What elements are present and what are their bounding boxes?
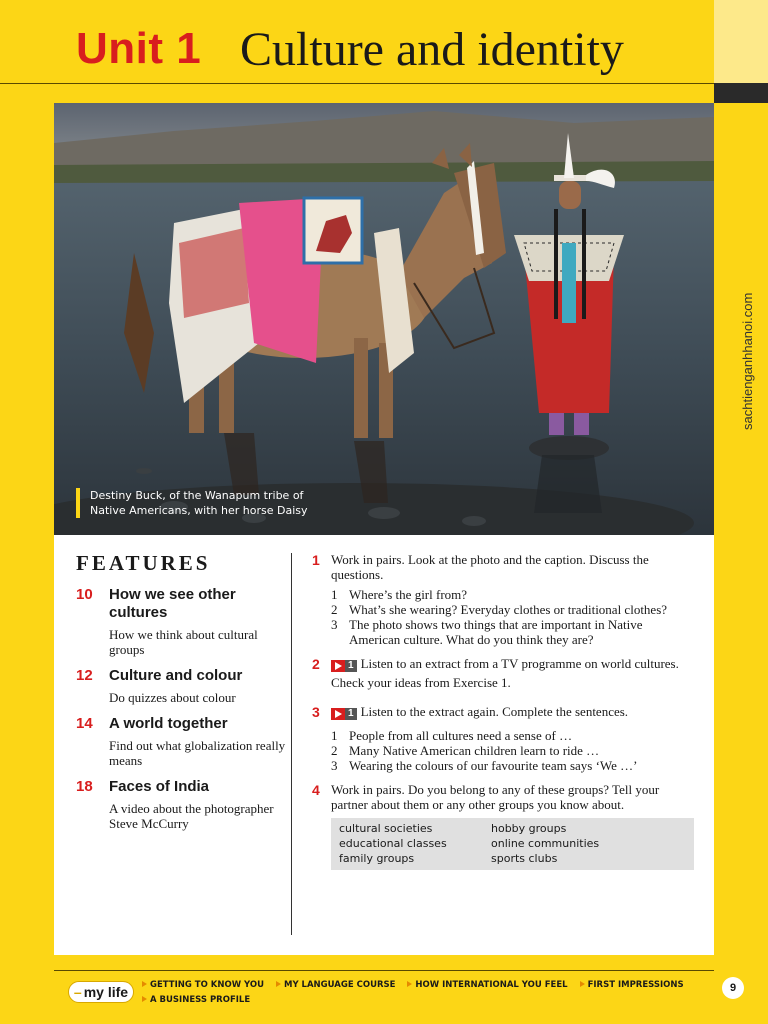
topic-item[interactable]	[142, 978, 264, 993]
question-number: 2	[331, 743, 338, 758]
feature-description: A video about the photographer Steve McCurry	[109, 801, 274, 831]
exercise-4	[312, 782, 694, 870]
triangle-right-icon	[407, 981, 412, 987]
topic-item[interactable]	[580, 978, 684, 993]
my-life-badge	[68, 981, 134, 1003]
feature-title: Culture and colour	[109, 667, 243, 684]
exercise-2	[312, 656, 694, 695]
side-url: sachtienganhhanoi.com	[740, 292, 755, 430]
audio-play-icon[interactable]	[331, 708, 357, 723]
topic-item[interactable]	[276, 978, 395, 993]
footer-rule	[54, 970, 714, 971]
question-text: Wearing the colours of our favourite team says ‘We …’	[349, 758, 638, 773]
triangle-right-icon	[580, 981, 585, 987]
group-item: educational classes	[339, 837, 447, 850]
question	[331, 758, 694, 773]
topic-label: A BUSINESS PROFILE	[150, 995, 251, 1005]
page-header	[0, 0, 714, 84]
group-item: online communities	[491, 837, 600, 850]
topic-label: FIRST IMPRESSIONS	[587, 980, 684, 990]
exercise-1	[312, 552, 694, 647]
cover-photo	[54, 103, 714, 535]
question	[331, 617, 694, 647]
question-text: People from all cultures need a sense of …	[349, 728, 573, 743]
group-item: sports clubs	[491, 852, 558, 865]
features-panel	[76, 551, 291, 841]
question-number: 2	[331, 602, 338, 617]
feature-item[interactable]	[76, 778, 291, 831]
question	[331, 743, 694, 758]
audio-track-number: 1	[345, 660, 357, 672]
exercise-instruction	[331, 656, 694, 690]
column-divider	[291, 553, 292, 935]
exercises-panel	[312, 552, 694, 879]
content-sheet	[54, 103, 714, 955]
exercise-instruction: Work in pairs. Do you belong to any of these groups? Tell your partner about them or any other groups you know about.	[331, 782, 660, 812]
triangle-right-icon	[276, 981, 281, 987]
groups-box	[331, 818, 694, 870]
topic-item[interactable]	[142, 993, 250, 1008]
unit-title: Culture and identity	[240, 23, 624, 76]
question	[331, 587, 694, 602]
feature-title: A world together	[109, 715, 228, 732]
page-tab-dark	[714, 83, 768, 103]
exercise-number: 1	[312, 552, 320, 568]
topic-item[interactable]	[407, 978, 567, 993]
triangle-right-icon	[142, 981, 147, 987]
exercise-number: 3	[312, 704, 320, 720]
topic-label: HOW INTERNATIONAL YOU FEEL	[415, 980, 568, 990]
question	[331, 602, 694, 617]
audio-track-number: 1	[345, 708, 357, 720]
photo-caption: Destiny Buck, of the Wanapum tribe of Native Americans, with her horse Daisy	[76, 488, 330, 518]
question-number: 3	[331, 617, 338, 632]
group-item: family groups	[339, 852, 415, 865]
exercise-instruction: Work in pairs. Look at the photo and the caption. Discuss the questions.	[331, 552, 649, 582]
exercise-number: 4	[312, 782, 320, 798]
question-text: Many Native American children learn to ride …	[349, 743, 600, 758]
feature-description: Find out what globalization really means	[109, 738, 286, 768]
page-tab-light	[714, 0, 768, 83]
topic-label: MY LANGUAGE COURSE	[283, 980, 396, 990]
group-item: hobby groups	[491, 822, 567, 835]
triangle-right-icon	[142, 996, 147, 1002]
feature-item[interactable]	[76, 667, 291, 705]
my-life-topics	[142, 978, 702, 1008]
feature-title: How we see other cultures	[109, 586, 236, 621]
question-text: What’s she wearing? Everyday clothes or traditional clothes?	[349, 602, 668, 617]
feature-item[interactable]	[76, 715, 291, 768]
question-text: Where’s the girl from?	[349, 587, 468, 602]
exercise-number: 2	[312, 656, 320, 672]
exercise-instruction-text: Listen to an extract from a TV programme on world cultures. Check your ideas from Exercise 1.	[331, 656, 679, 690]
audio-play-icon[interactable]	[331, 660, 357, 675]
question-number: 1	[331, 587, 338, 602]
cover-photo-illustration	[54, 103, 714, 535]
feature-description: Do quizzes about colour	[109, 690, 236, 705]
unit-label: Unit 1	[76, 24, 202, 73]
exercise-3	[312, 704, 694, 773]
dash-icon: –	[73, 984, 82, 1000]
question	[331, 728, 694, 743]
my-life-label: my life	[83, 984, 129, 1000]
feature-page-number: 18	[76, 778, 93, 795]
topic-label: GETTING TO KNOW YOU	[150, 980, 265, 990]
exercise-instruction-text: Listen to the extract again. Complete the sentences.	[360, 704, 629, 719]
question-text: The photo shows two things that are important in Native American culture. What do you think they are?	[349, 617, 643, 647]
question-number: 1	[331, 728, 338, 743]
feature-page-number: 12	[76, 667, 93, 684]
feature-page-number: 10	[76, 586, 93, 603]
group-item: cultural societies	[339, 822, 433, 835]
features-heading: FEATURES	[76, 551, 211, 575]
feature-title: Faces of India	[109, 778, 210, 795]
exercise-instruction	[331, 704, 694, 723]
feature-description: How we think about cultural groups	[109, 627, 258, 657]
feature-item[interactable]	[76, 586, 291, 657]
question-number: 3	[331, 758, 338, 773]
page-footer	[54, 970, 714, 1010]
feature-page-number: 14	[76, 715, 93, 732]
page-number: 9	[722, 977, 744, 999]
